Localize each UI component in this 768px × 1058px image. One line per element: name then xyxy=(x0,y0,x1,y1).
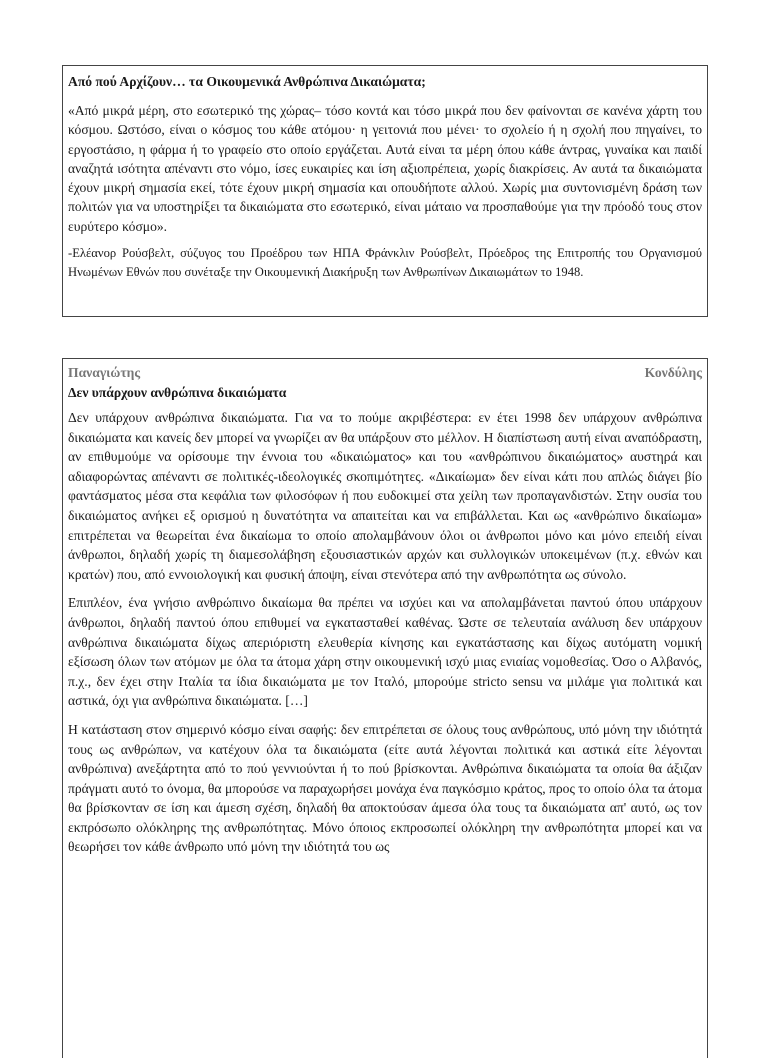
quote-box xyxy=(62,65,708,317)
article-title: Δεν υπάρχουν ανθρώπινα δικαιώματα xyxy=(68,385,287,400)
roosevelt-quote: «Από μικρά μέρη, στο εσωτερικό της χώρας– τόσο κοντά και τόσο μικρά που δεν φαίνονται σε κανένα χάρτη του κόσμου. Ωστόσο, είναι ο κόσμος του κάθε ατόμου· η γειτονιά που μένει· το σχολείο ή η σχολή που πηγαίνει, το εργοστάσιο, η φάρμα ή το γραφείο στο οποίο εργάζεται. Αυτά είναι τα μέρη όπου κάθε άντρας, γυναίκα και παιδί αναζητά ισότητα απέναντι στο νόμο, ίσες ευκαιρίες και ίση αξιοπρέπεια, χωρίς διακρίσεις. Αν αυτά τα δικαιώματα έχουν μικρή σημασία εκεί, τότε έχουν μικρή σημασία και οπουδήποτε αλλού. Χωρίς μια συντονισμένη δράση των πολιτών για να υποστηρίξει τα δικαιώματα στο εσωτερικό, είναι μάταιο να προσπαθούμε για την πρόοδό τους στον ευρύτερο κόσμο». xyxy=(68,103,702,234)
author-first-name: Παναγιώτης xyxy=(68,365,141,380)
quote-box-title: Από πού Αρχίζουν… τα Οικουμενικά Ανθρώπινα Δικαιώματα; xyxy=(68,74,426,89)
article-paragraph: Η κατάσταση στον σημερινό κόσμο είναι σαφής: δεν επιτρέπεται σε όλους τους ανθρώπους, υπό μόνη την ιδιότητά τους ως ανθρώπων, να κατέχουν όλα τα δικαιώματα (είτε αυτά λέγονται πολιτικά και αστικά είτε λέγονται ανθρώπινα) ανεξάρτητα από το πού γεννιούνται ή το πού βρίσκονται. Ανθρώπινα δικαιώματα τα οποία θα άξιζαν πράγματι αυτό το όνομα, θα μπορούσε να παραχωρήσει μονάχα ένα παγκόσμιο κράτος, προς το οποίο όλα τα άτομα θα βρίσκονταν σε ίση και άμεση σχέση, δηλαδή θα αποκτούσαν άμεσα όλα τους τα δικαιώματα απ' αυτό, ως τον εκπρόσωπο ολόκληρης της ανθρωπότητας. Μόνο όποιος εκπροσωπεί ολόκληρη την ανθρωπότητα μπορεί και να θεωρήσει τον κάθε άνθρωπο υπό μόνη την ιδιότητά του ως xyxy=(68,721,702,855)
author-last-name: Κονδύλης xyxy=(644,365,702,380)
article-paragraph: Δεν υπάρχουν ανθρώπινα δικαιώματα. Για να το πούμε ακριβέστερα: εν έτει 1998 δεν υπάρχουν ανθρώπινα δικαιώματα και κανείς δεν μπορεί να γνωρίζει αν θα υπάρξουν στο μέλλον. Η διαπίστωση αυτή είναι αναπόδραστη, αν επιθυμούμε να ορίσουμε την έννοια του «δικαιώματος» και του «ανθρώπινου δικαιώματος» αυστηρά και αδιαφορώντας απέναντι σε πολιτικές-ιδεολογικές σκοπιμότητες. «Δικαίωμα» δεν είναι κάτι που απλώς διάγει βίο φαντάσματος μέσα στα κεφάλια των φιλοσόφων ή που ευδοκιμεί στα χείλη των προπαγανδιστών. Στην ουσία του δικαιώματος ανήκει εξ ορισμού η δυνατότητα να απαιτείται και να επιβάλλεται. Και ως «ανθρώπινο δικαίωμα» επιτρέπεται να θεωρείται ένα δικαίωμα το οποίο απολαμβάνουν όλοι οι άνθρωποι μόνο και μόνο επειδή είναι άνθρωποι, δηλαδή χωρίς τη διαμεσολάβηση εξουσιαστικών αρχών και συλλογικών υποκειμένων (π.χ. εθνών και κρατών) που, από εννοιολογική και φυσική άποψη, είναι στενότερα από την ανθρωπότητα ως σύνολο. xyxy=(68,410,702,582)
article-box xyxy=(62,358,708,1058)
article-paragraph: Επιπλέον, ένα γνήσιο ανθρώπινο δικαίωμα θα πρέπει να ισχύει και να απολαμβάνεται παντού όπου υπάρχουν άνθρωποι, δηλαδή παντού όπου επιθυμεί να εγκατασταθεί καθένας. Ώστε σε τελευταία ανάλυση δεν υπάρχουν ανθρώπινα δικαιώματα δίχως απεριόριστη ελευθερία κίνησης και εγκατάστασης και δίχως αυτόματη νομική εξίσωση όλων των ατόμων με όλα τα άτομα χάρη στην οικουμενική ισχύ μιας ενιαίας νομοθεσίας. Όσο ο Αλβανός, π.χ., δεν έχει στην Ιταλία τα ίδια δικαιώματα με τον Ιταλό, μπορούμε stricto sensu να μιλάμε για πολιτικά και αστικά, όχι για ανθρώπινα δικαιώματα. […] xyxy=(68,595,702,709)
author-row xyxy=(68,364,702,382)
quote-attribution: -Ελέανορ Ρούσβελτ, σύζυγος του Προέδρου των ΗΠΑ Φράνκλιν Ρούσβελτ, Πρόεδρος της Επιτροπής του Οργανισμού Ηνωμένων Εθνών που συνέταξε την Οικουμενική Διακήρυξη των Ανθρωπίνων Δικαιωμάτων το 1948. xyxy=(68,246,702,280)
